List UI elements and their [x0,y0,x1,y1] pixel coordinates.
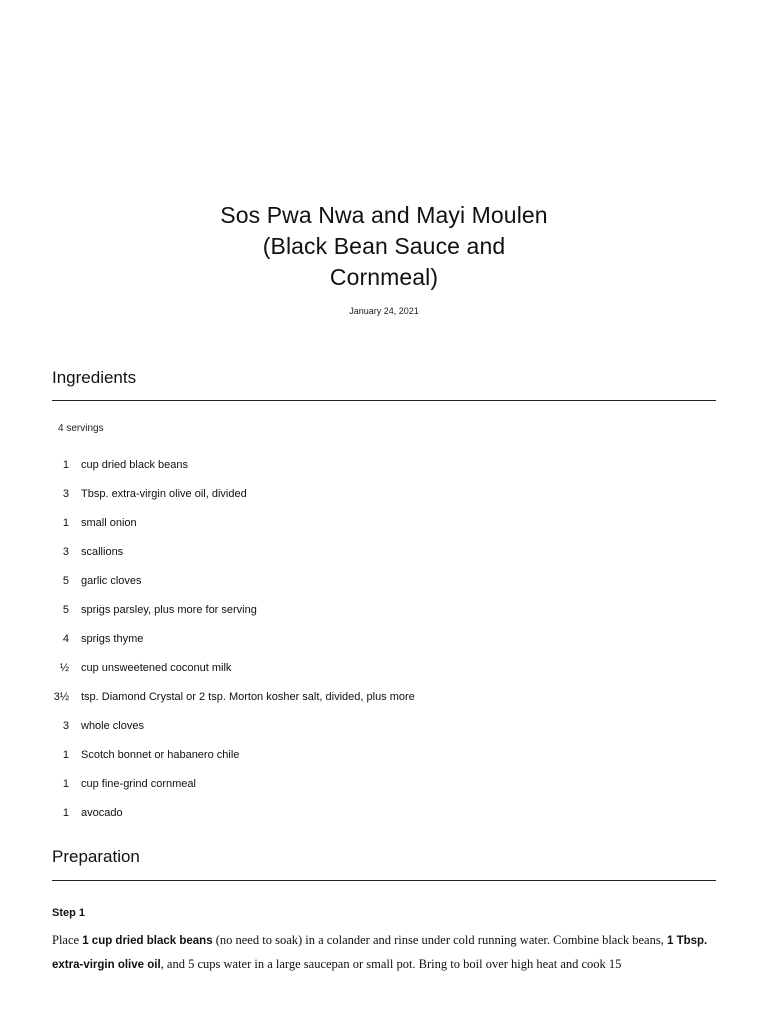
ingredient-description: cup unsweetened coconut milk [81,662,232,674]
ingredient-quantity: 1 [62,459,69,471]
ingredient-quantity: 1 [62,517,69,529]
ingredient-item [52,804,716,833]
ingredient-item [52,659,716,688]
step-label: Step 1 [52,907,86,919]
preparation-heading: Preparation [52,847,140,866]
ingredient-item [52,688,716,717]
ingredient-description: cup dried black beans [81,459,189,471]
ingredients-divider [52,400,716,401]
step-ingredient-highlight: 1 cup dried black beans [82,935,213,947]
ingredient-quantity: 5 [62,604,69,616]
ingredient-item [52,572,716,601]
step-text-segment: Place [52,933,83,947]
step-ingredient-highlight: 1 Tbsp. extra-virgin olive oil [52,935,708,971]
step-text [52,929,716,977]
ingredient-quantity: 3½ [53,691,69,703]
preparation-divider [52,880,716,881]
publish-date: January 24, 2021 [349,306,419,316]
ingredient-description: scallions [81,546,124,558]
ingredient-item [52,746,716,775]
ingredient-quantity: 5 [62,575,69,587]
ingredient-item [52,485,716,514]
ingredient-description: avocado [81,807,123,819]
servings-count: 4 servings [58,423,104,434]
ingredient-quantity: 1 [62,807,69,819]
ingredient-quantity: 4 [62,633,69,645]
ingredient-description: small onion [81,517,137,529]
ingredient-quantity: 1 [62,778,69,790]
ingredient-item [52,717,716,746]
ingredient-item [52,543,716,572]
ingredient-quantity: 3 [62,488,69,500]
ingredient-item [52,775,716,804]
ingredient-item [52,514,716,543]
recipe-title-line-2: (Black Bean Sauce and [262,233,506,259]
ingredient-description: Scotch bonnet or habanero chile [81,749,240,761]
step-text-segment: (no need to soak) in a colander and rinse under cold running water. Combine black beans, [212,933,667,947]
recipe-title-line-1: Sos Pwa Nwa and Mayi Moulen [220,202,548,228]
ingredient-list [52,456,716,833]
ingredient-description: tsp. Diamond Crystal or 2 tsp. Morton kosher salt, divided, plus more [81,691,415,703]
ingredient-description: whole cloves [81,720,144,732]
ingredient-description: garlic cloves [81,575,142,587]
ingredient-item [52,456,716,485]
ingredient-description: sprigs thyme [81,633,144,645]
ingredient-quantity: 3 [62,720,69,732]
ingredient-quantity: 3 [62,546,69,558]
step-text-segment: , and 5 cups water in a large saucepan or small pot. Bring to boil over high heat and cook 15 [160,957,622,971]
recipe-title [184,200,584,293]
ingredient-description: sprigs parsley, plus more for serving [81,604,257,616]
ingredient-item [52,601,716,630]
ingredient-description: cup fine-grind cornmeal [81,778,196,790]
ingredients-heading: Ingredients [52,368,137,387]
ingredient-description: Tbsp. extra-virgin olive oil, divided [81,488,247,500]
ingredient-quantity: ½ [59,662,69,674]
ingredient-quantity: 1 [62,749,69,761]
ingredient-item [52,630,716,659]
recipe-title-line-3: Cornmeal) [329,264,439,290]
